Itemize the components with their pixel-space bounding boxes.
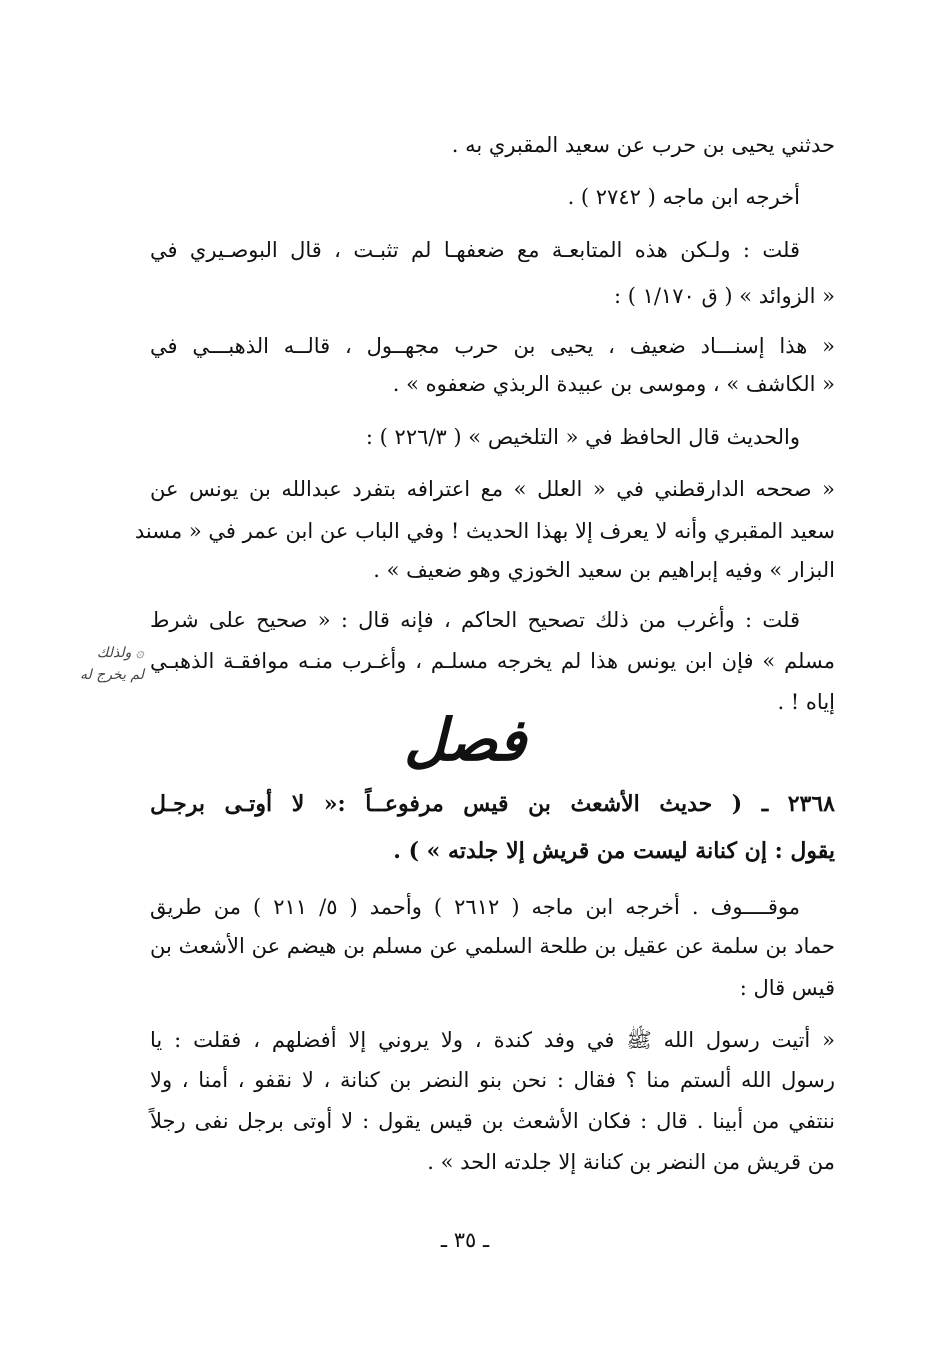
text-line: « الزوائد » ( ق ١/١٧٠ ) : xyxy=(613,284,835,308)
text-line: قيس قال : xyxy=(739,976,835,1000)
text-line: البزار » وفيه إبراهيم بن سعيد الخوزي وهو ضعيف » . xyxy=(373,558,835,582)
text-line: قلت : ولـكن هذه المتابعـة مع ضعفهـا لم تثبـت ، قال البوصـيري في xyxy=(150,238,800,262)
text-line: « هذا إسنـــاد ضعيف ، يحيى بن حرب مجهــول ، قالــه الذهبـــي في xyxy=(150,334,835,358)
text-line: أخرجه ابن ماجه ( ٢٧٤٢ ) . xyxy=(567,185,800,209)
text-line: إياه ! . xyxy=(777,690,835,714)
text-line: حدثني يحيى بن حرب عن سعيد المقبري به . xyxy=(451,133,835,157)
section-heading: فصل xyxy=(404,706,526,774)
text-line: من قريش من النضر بن كنانة إلا جلدته الحد » . xyxy=(427,1150,835,1174)
page-number: ـ ٣٥ ـ xyxy=(440,1228,490,1252)
text-line: رسول الله ألستم منا ؟ فقال : نحن بنو النضر بن كنانة ، لا نقفو ، أمنا ، ولا xyxy=(150,1068,835,1092)
text-line: والحديث قال الحافظ في « التلخيص » ( ٢٢٦/٣ ) : xyxy=(365,425,800,449)
text-line: « الكاشف » ، وموسى بن عبيدة الربذي ضعفوه » . xyxy=(392,372,835,396)
text-line: مسلم » فإن ابن يونس هذا لم يخرجه مسلـم ، وأغـرب منـه موافقـة الذهبـي xyxy=(150,649,835,673)
margin-note-line: ۞ ولذلك xyxy=(96,645,144,661)
margin-note xyxy=(14,642,144,686)
text-line: موقــــوف . أخرجه ابن ماجه ( ٢٦١٢ ) وأحمد ( ٥/ ٢١١ ) من طريق xyxy=(150,895,800,919)
text-line: قلت : وأغرب من ذلك تصحيح الحاكم ، فإنه قال : « صحيح على شرط xyxy=(150,608,800,632)
hadith-heading-line: ٢٣٦٨ ـ ( حديث الأشعث بن قيس مرفوعــاً :« لا أوتـى برجـل xyxy=(150,791,835,817)
text-line: ننتفي من أبينا . قال : فكان الأشعث بن قيس يقول : لا أوتى برجل نفى رجلاً xyxy=(150,1109,835,1133)
text-line: حماد بن سلمة عن عقيل بن طلحة السلمي عن مسلم بن هيضم عن الأشعث بن xyxy=(150,934,835,958)
text-line: سعيد المقبري وأنه لا يعرف إلا بهذا الحديث ! وفي الباب عن ابن عمر في « مسند xyxy=(134,519,835,543)
text-line: « أتيت رسول الله ﷺ في وفد كندة ، ولا يروني إلا أفضلهم ، فقلت : يا xyxy=(150,1028,835,1052)
hadith-heading-line: يقول : إن كنانة ليست من قريش إلا جلدته » ) . xyxy=(393,838,835,864)
text-line: « صححه الدارقطني في « العلل » مع اعترافه بتفرد عبدالله بن يونس عن xyxy=(150,477,835,501)
margin-note-line: لم يخرج له xyxy=(80,667,144,683)
